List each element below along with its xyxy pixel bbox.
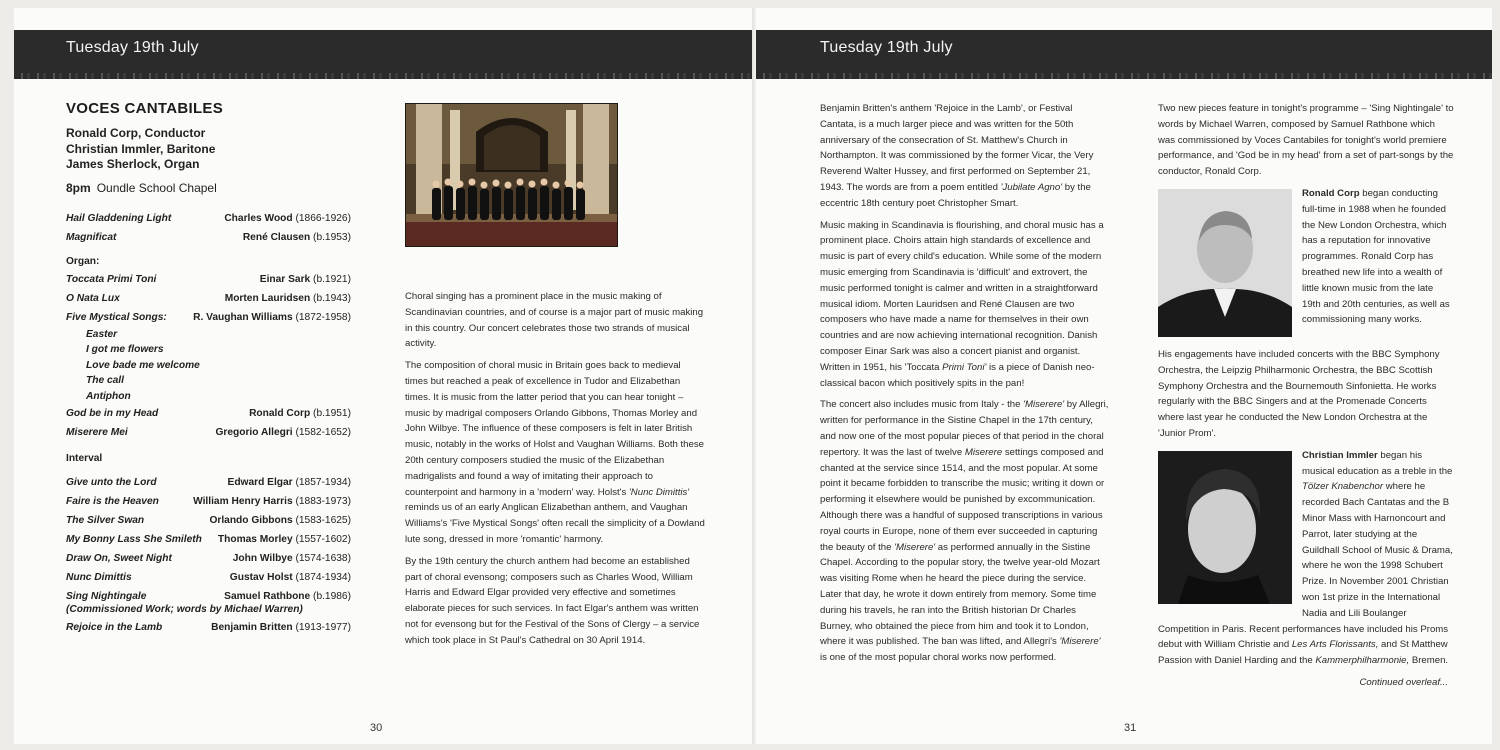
programme-item: Rejoice in the Lamb Benjamin Britten (1913-1977) xyxy=(66,622,351,633)
programme-item: O Nata Lux Morten Lauridsen (b.1943) xyxy=(66,292,351,304)
time-venue xyxy=(66,181,351,195)
song-title: Easter xyxy=(86,328,118,340)
paragraph: By the 19th century the church anthem had become an established part of choral evensong; composers such as Charles Wood, William Harris and Edward Elgar provided very effective and sometimes elaborate pieces for such services. In fact Elgar's anthem was written not for evensong but for the Festival of the Sons of Clergy – a service which took place in St Paul's Cathedral on 30 April 1914. xyxy=(405,555,700,646)
left-page xyxy=(14,8,756,744)
programme xyxy=(66,100,351,637)
programme-item: Faire is the Heaven William Henry Harris (1883-1973) xyxy=(66,496,351,507)
programme-item: Give unto the Lord Edward Elgar (1857-1934) xyxy=(66,477,351,488)
concert-time: 8pm xyxy=(66,180,91,195)
choir-photo xyxy=(405,103,618,247)
bio-christian-immler: Christian Immler began his musical education as a treble in the Tölzer Knabenchor where he recorded Bach Cantatas and the B Minor Mass with Harnoncourt and Parrot, later studying at the Guildhall School of Music & Drama, where he won the 1998 Schubert Prize. In November 2001 Christian won 1st prize in the International Nadia and Lili Boulanger Competition in Paris. Recent performances have included his Proms debut with William Christie and Les Arts Florissants, and St Matthew Passion with Daniel Harding and the Kammerphilharmonie, Bremen. xyxy=(1158,449,1453,667)
paragraph: The composition of choral music in Britain goes back to medieval times but reached a peak of excellence in Tudor and Elizabethan times. It is music from the latter period that you can hear tonight – music by madrigal composers Orlando Gibbons, Thomas Morley and John Wilbye. The influence of these composers is felt in later British music, notably in the works of Holst and Vaughan Williams. Both these 20th century composers studied the music of the Elizabethan madrigalists and found a way of imitating their approach to counterpoint and harmony in a 'modern' way. Holst's 'Nunc Dimittis' reminds us of an early Anglican Elizabethan anthem, and Vaughan Williams's 'Five Mystical Songs' often recall the simplicity of a Dowland lute song, dressed in more 'romantic' harmony. xyxy=(405,360,705,545)
programme-list xyxy=(66,209,351,638)
paragraph: Choral singing has a prominent place in the music making of Scandinavian countries, and of course is a major part of music making in this country. Our concert celebrates those two strands of musical activity. xyxy=(405,291,704,350)
programme-item: The Silver Swan Orlando Gibbons (1583-1625) xyxy=(66,515,351,526)
bio-ronald-corp xyxy=(1158,186,1454,341)
programme-item: Draw On, Sweet Night John Wilbye (1574-1638) xyxy=(66,553,351,564)
introduction-text xyxy=(405,289,705,655)
paragraph: The concert also includes music from Italy - the 'Miserere' by Allegri, written for performance in the Sistine Chapel in the 17th century, and now one of the most popular pieces of that period in the choral repertory. It was the last of twelve Miserere settings composed and chanted at the service since 1514, and the most popular. At some point it became forbidden to transcribe the music; writing it down or performing it elsewhere would be punished by excommunication. Although there was a handful of supposed transcriptions in various royal courts in Europe, none of them ever succeeded in capturing the beauty of the 'Miserere' as performed annually in the Sistine Chapel. According to the popular story, the twelve year-old Mozart was visiting Rome when he heard the piece during the service. Later that day, he wrote it down entirely from memory. Some time during his travels, he ran into the British historian Dr Charles Burney, who obtained the piece from him and took it to London, where it was published. The ban was lifted, and Allegri's 'Miserere' is one of the most popular choral works now performed. xyxy=(820,399,1109,664)
performers-list xyxy=(66,126,351,173)
right-page xyxy=(756,8,1492,744)
song-title: Antiphon xyxy=(86,390,131,402)
programme-item: Hail Gladdening Light Charles Wood (1866-1926) xyxy=(66,212,351,224)
page-header-title: Tuesday 19th July xyxy=(820,39,953,56)
programme-item: My Bonny Lass She Smileth Thomas Morley (1557-1602) xyxy=(66,534,351,545)
programme-item: Miserere Mei Gregorio Allegri (1582-1652) xyxy=(66,427,351,438)
programme-item: God be in my Head Ronald Corp (b.1951) xyxy=(66,408,351,419)
page-header-title: Tuesday 19th July xyxy=(66,39,199,56)
christian-immler-portrait xyxy=(1158,451,1292,604)
paragraph: Benjamin Britten's anthem 'Rejoice in the Lamb', or Festival Cantata, is a much larger piece and was written for the 50th anniversary of the consecration of St. Matthew's Church in Northampton. It was commissioned by the former Vicar, the Very Reverend Walter Hussey, and first performed on September 21, 1943. The words are from a poem entitled 'Jubilate Agno' by the eccentric 18th century poet Christopher Smart. xyxy=(820,103,1094,209)
performer: James Sherlock, Organ xyxy=(66,157,200,171)
song-title: I got me flowers xyxy=(86,344,164,355)
ronald-corp-portrait xyxy=(1158,189,1292,337)
header-band xyxy=(756,30,1492,74)
programme-item: Nunc Dimittis Gustav Holst (1874-1934) xyxy=(66,572,351,583)
bio-name: Christian Immler xyxy=(1302,449,1378,461)
biographies xyxy=(1158,101,1454,691)
interval-label: Interval xyxy=(66,453,103,464)
programme-item: Magnificat René Clausen (b.1953) xyxy=(66,231,351,243)
ensemble-title: VOCES CANTABILES xyxy=(66,100,224,117)
commission-note: (Commissioned Work; words by Michael Warren) xyxy=(66,604,303,615)
paragraph: His engagements have included concerts with the BBC Symphony Orchestra, the Leipzig Philharmonic Orchestra, the BBC Scottish Symphony Orchestra and the Bournemouth Sinfonietta. He works regularly with the BBC Singers and at the Promenade Concerts where last year he conducted the New London Orchestra at the 'Junior Prom'. xyxy=(1158,348,1440,439)
paragraph: Music making in Scandinavia is flourishing, and choral music has a prominent place. Choirs attain high standards of excellence and music is part of every child's education. While some of the modern music emerging from Scandinavia is 'difficult' and extrovert, the music performed tonight is calmer and written in a straightforward musical idiom. Morten Lauridsen and René Clausen are two composers who have made a name for themselves in their own countries and are now achieving international recognition. Danish composer Einar Sark was also a concert pianist and organist. Written in 1951, his 'Toccata Primi Toni' is a piece of Danish neo-classical bacon which positively spits in the pan! xyxy=(820,219,1104,389)
performer: Christian Immler, Baritone xyxy=(66,141,216,156)
venue: Oundle School Chapel xyxy=(96,180,217,195)
programme-item: Sing Nightingale Samuel Rathbone (b.1986) xyxy=(66,591,351,602)
page-number: 31 xyxy=(1124,722,1137,734)
song-title: Love bade me welcome xyxy=(86,359,200,371)
bio-text: began conducting full-time in 1988 when he founded the New London Orchestra, which has a reputation for innovative programmes. Ronald Corp has breathed new life into a wealth of little known music from the late 19th and 20th centuries, as well as commissioning many works. xyxy=(1302,187,1450,326)
performer: Ronald Corp, Conductor xyxy=(66,126,206,140)
page-number: 30 xyxy=(370,722,383,734)
programme-notes xyxy=(820,101,1110,672)
header-band xyxy=(14,30,756,74)
organ-label: Organ: xyxy=(66,255,100,267)
paragraph: Two new pieces feature in tonight's programme – 'Sing Nightingale' to words by Michael Warren, composed by Samuel Rathbone which was commissioned by Voces Cantabiles for tonight's world premiere performance, and 'God be in my head' from a set of part-songs by the conductor, Ronald Corp. xyxy=(1158,103,1454,178)
programme-item: Five Mystical Songs: R. Vaughan Williams (1872-1958) xyxy=(66,311,351,323)
continued-note: Continued overleaf... xyxy=(1359,676,1448,688)
bio-name: Ronald Corp xyxy=(1302,187,1360,199)
song-title: The call xyxy=(86,375,124,386)
programme-item: Toccata Primi Toni Einar Sark (b.1921) xyxy=(66,273,351,285)
